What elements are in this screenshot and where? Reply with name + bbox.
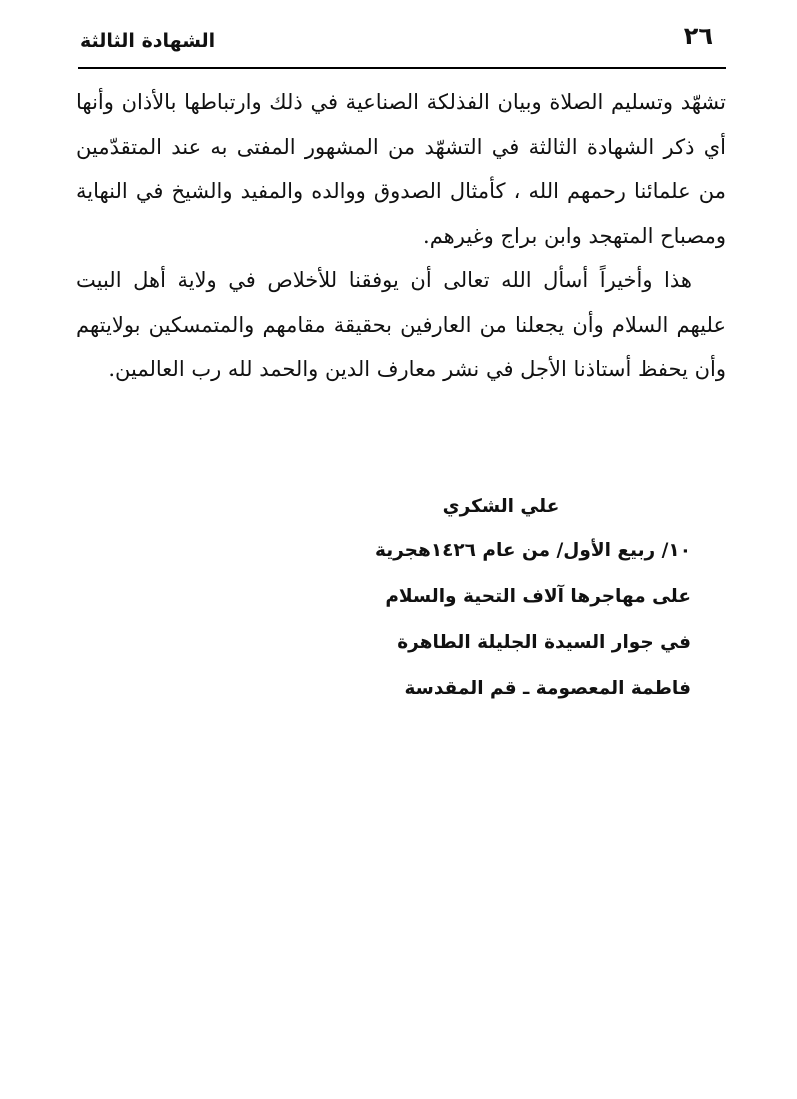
signature-location: فاطمة المعصومة ـ قم المقدسة (404, 678, 691, 699)
author-name: علي الشكري (442, 496, 560, 517)
signature-block (311, 492, 691, 720)
page-number: ٢٦ (683, 22, 713, 50)
header-rule (78, 67, 726, 69)
paragraph-2: هذا وأخيراً أسأل الله تعالى أن يوفقنا للأخلاص في ولاية أهل البيت عليهم السلام وأن يجعلنا من العارفين بحقيقة مقامهم والمتمسكين بولايتهم وأن يحفظ أستاذنا الأجل في نشر معارف الدين والحمد لله رب العالمين. (76, 268, 726, 381)
body-text (76, 80, 726, 392)
signature-date: ١٠/ ربيع الأول/ من عام ١٤٢٦هجرية (374, 540, 691, 561)
signature-line-4: في جوار السيدة الجليلة الطاهرة (397, 632, 691, 653)
running-title: الشهادة الثالثة (80, 30, 216, 52)
signature-line-3: على مهاجرها آلاف التحية والسلام (385, 586, 691, 607)
paragraph-1: تشهّد وتسليم الصلاة وبيان الفذلكة الصناعية في ذلك وارتباطها بالأذان وأنها أي ذكر الشهادة الثالثة في التشهّد من المشهور المفتى به عند المتقدّمين من علمائنا رحمهم الله ، كأمثال الصدوق ووالده والمفيد والشيخ في النهاية ومصباح المتهجد وابن براج وغيرهم. (76, 90, 726, 248)
